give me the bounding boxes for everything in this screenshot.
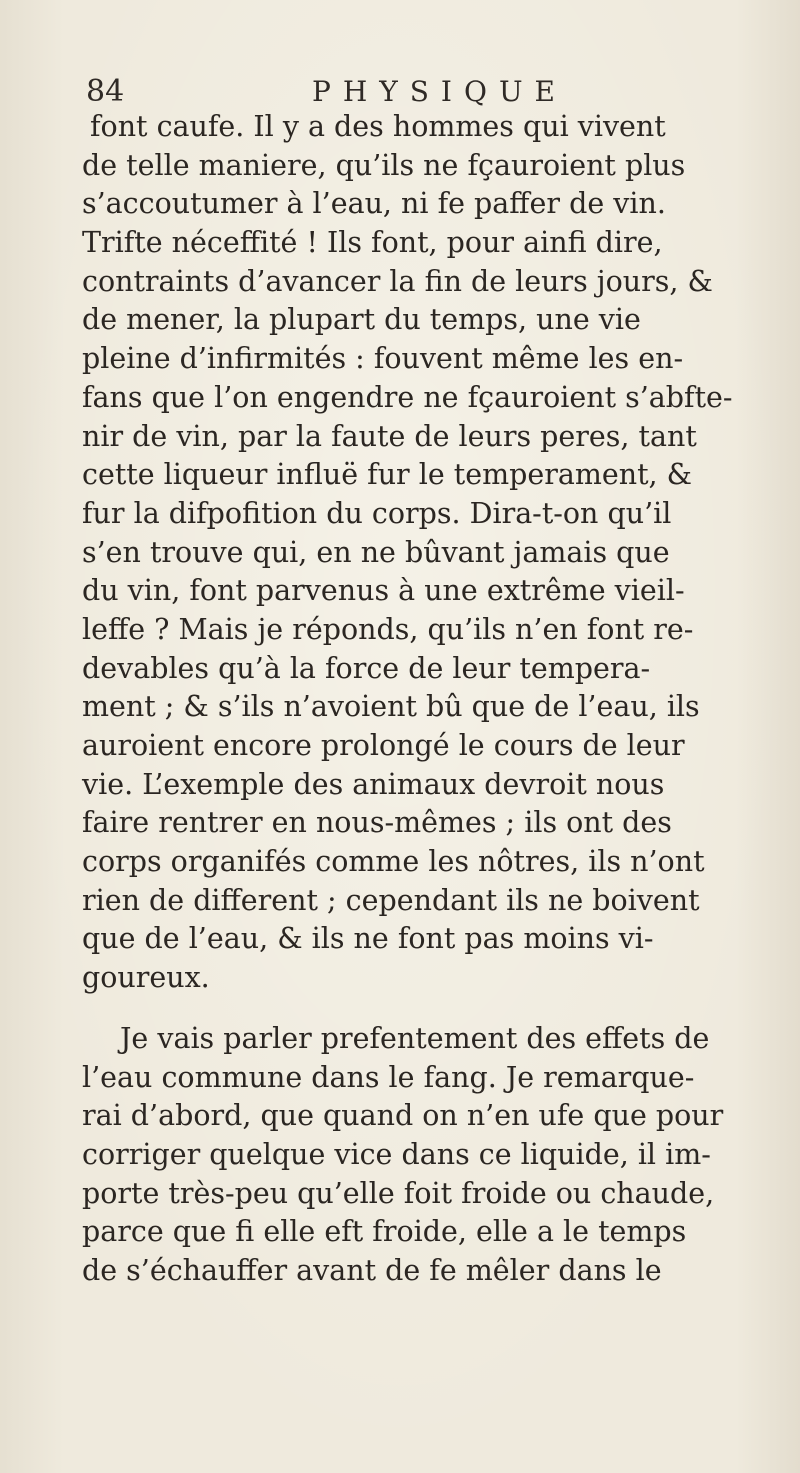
paragraph-1 [82,108,762,998]
text-line: corriger quelque vice dans ce liquide, il im- [82,1137,711,1171]
paragraph-2 [82,1020,762,1291]
text-line: nir de vin, par la faute de leurs peres, tant [82,419,697,453]
text-line: cette liqueur influë fur le temperament, & [82,458,693,492]
text-line: fans que l’on engendre ne fçauroient s’abfte- [82,380,733,414]
text-line: de s’échauffer avant de fe mêler dans le [82,1253,662,1287]
text-line: ment ; & s’ils n’avoient bû que de l’eau, ils [82,690,700,724]
text-line: rai d’abord, que quand on n’en ufe que pour [82,1099,724,1133]
paragraph-spacing [82,998,762,1020]
text-line: faire rentrer en nous-mêmes ; ils ont des [82,806,672,840]
text-line: rien de different ; cependant ils ne boivent [82,883,700,917]
text-line: de telle maniere, qu’ils ne fçauroient plus [82,148,686,182]
text-line: fur la difpofition du corps. Dira-t-on qu’il [82,496,672,530]
text-line: parce que fi elle eft froide, elle a le temps [82,1215,687,1249]
text-line: devables qu’à la force de leur tempera- [82,651,651,685]
text-line: pleine d’infirmités : fouvent même les en- [82,342,684,376]
text-line: font caufe. Il y a des hommes qui vivent [90,110,666,143]
text-line: s’accoutumer à l’eau, ni fe paffer de vin. [82,187,666,221]
text-line: vie. L’exemple des animaux devroit nous [82,767,665,801]
text-line: porte très-peu qu’elle foit froide ou chaude, [82,1176,715,1210]
text-line: goureux. [82,961,210,995]
text-line: que de l’eau, & ils ne font pas moins vi- [82,922,654,956]
text-line: de mener, la plupart du temps, une vie [82,303,641,337]
text-line: contraints d’avancer la fin de leurs jours, & [82,264,713,298]
text-line: auroient encore prolongé le cours de leur [82,729,685,762]
text-line: Je vais parler prefentement des effets de [120,1021,710,1055]
body-text [82,108,762,1291]
running-head: PHYSIQUE [312,75,567,108]
text-line: l’eau commune dans le fang. Je remarque- [82,1060,695,1094]
page-header [86,72,746,112]
text-line: Trifte néceffité ! Ils font, pour ainfi dire, [82,226,663,260]
text-line: s’en trouve qui, en ne bûvant jamais que [82,535,670,569]
text-line: du vin, font parvenus à une extrême vieil- [82,574,685,608]
text-line: leffe ? Mais je réponds, qu’ils n’en font re- [82,612,694,646]
page-number: 84 [86,74,125,109]
text-line: corps organifés comme les nôtres, ils n’ont [82,845,705,879]
